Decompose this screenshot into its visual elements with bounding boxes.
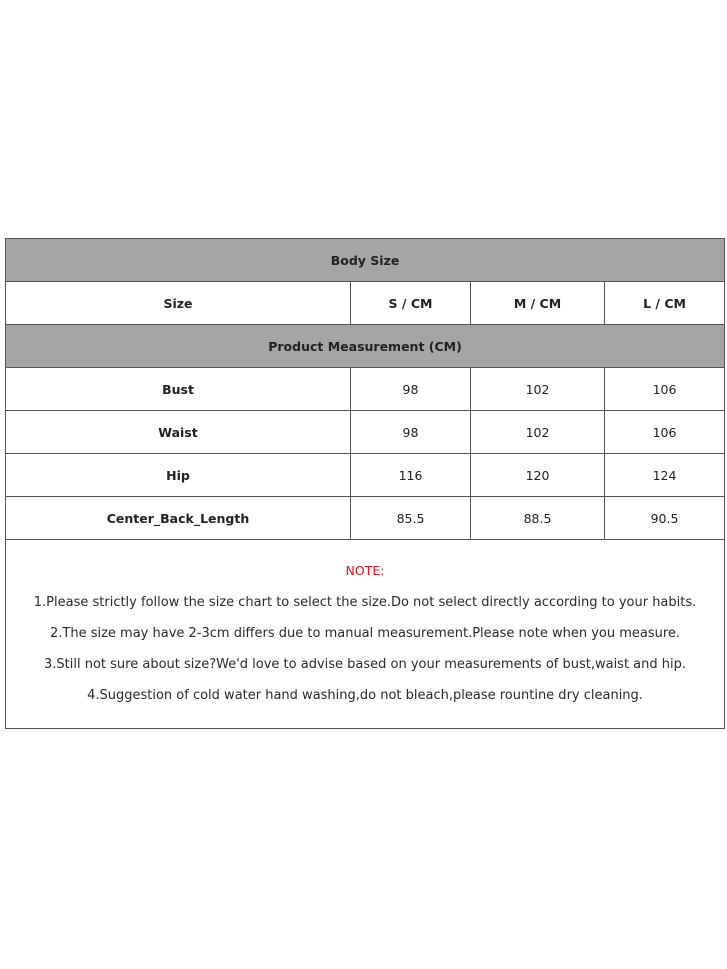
row-label-hip: Hip bbox=[6, 454, 351, 497]
size-chart-table bbox=[5, 238, 725, 729]
table-row bbox=[6, 454, 725, 497]
row-label-waist: Waist bbox=[6, 411, 351, 454]
notes-section bbox=[6, 540, 725, 729]
row-value: 106 bbox=[605, 411, 725, 454]
row-value: 106 bbox=[605, 368, 725, 411]
table-row bbox=[6, 411, 725, 454]
table-title: Body Size bbox=[6, 239, 725, 282]
note-line-2: 2.The size may have 2-3cm differs due to manual measurement.Please note when you measure. bbox=[49, 626, 681, 641]
row-value: 120 bbox=[471, 454, 605, 497]
note-line-1: 1.Please strictly follow the size chart to select the size.Do not select directly according to your habits. bbox=[33, 595, 697, 610]
size-header-s: S / CM bbox=[351, 282, 471, 325]
note-line-4: 4.Suggestion of cold water hand washing,do not bleach,please rountine dry cleaning. bbox=[87, 688, 643, 703]
row-label-bust: Bust bbox=[6, 368, 351, 411]
row-value: 88.5 bbox=[471, 497, 605, 540]
row-value: 102 bbox=[471, 368, 605, 411]
row-value: 90.5 bbox=[605, 497, 725, 540]
row-value: 116 bbox=[351, 454, 471, 497]
table-row bbox=[6, 368, 725, 411]
note-line-3: 3.Still not sure about size?We'd love to advise based on your measurements of bust,waist and hip. bbox=[44, 657, 687, 672]
section-title-row bbox=[6, 325, 725, 368]
row-label-center-back-length: Center_Back_Length bbox=[6, 497, 351, 540]
row-value: 98 bbox=[351, 368, 471, 411]
size-header-m: M / CM bbox=[471, 282, 605, 325]
table-title-row bbox=[6, 239, 725, 282]
section-title: Product Measurement (CM) bbox=[6, 325, 725, 368]
size-header-label: Size bbox=[6, 282, 351, 325]
row-value: 98 bbox=[351, 411, 471, 454]
row-value: 102 bbox=[471, 411, 605, 454]
size-header-l: L / CM bbox=[605, 282, 725, 325]
note-title: NOTE: bbox=[345, 563, 385, 578]
row-value: 124 bbox=[605, 454, 725, 497]
notes-row bbox=[6, 540, 725, 729]
size-header-row bbox=[6, 282, 725, 325]
row-value: 85.5 bbox=[351, 497, 471, 540]
table-row bbox=[6, 497, 725, 540]
